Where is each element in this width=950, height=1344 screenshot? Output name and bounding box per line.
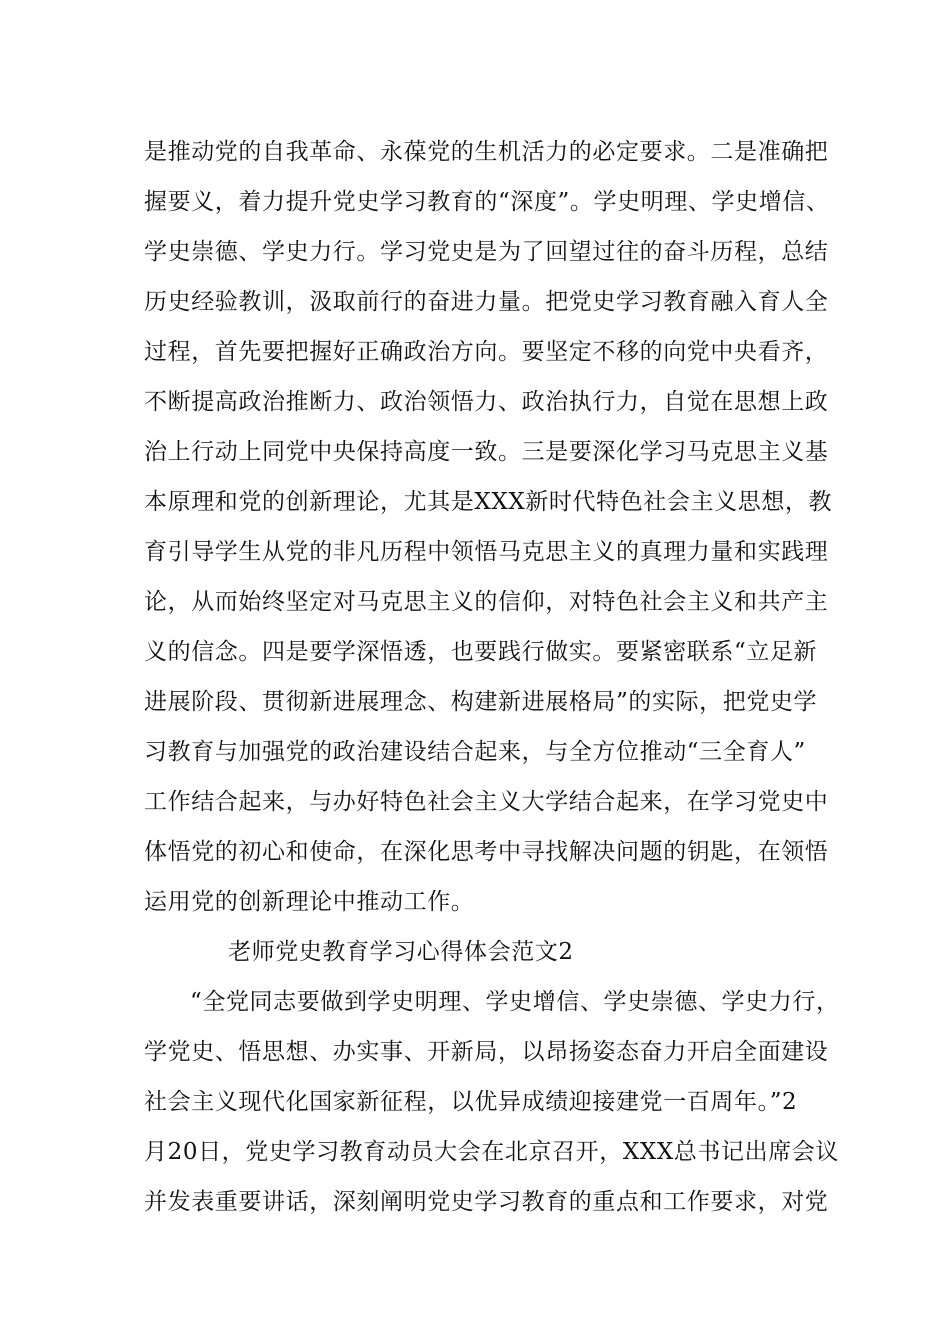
body-line: 本原理和党的创新理论，尤其是XXX新时代特色社会主义思想，教 [144, 489, 833, 515]
body-line: 体悟党的初心和使命，在深化思考中寻找解决问题的钥匙，在领悟 [144, 839, 829, 865]
body-line: 握要义，着力提升党史学习教育的“深度”。学史明理、学史增信、 [144, 189, 830, 215]
body-line: 月20日，党史学习教育动员大会在北京召开，XXX总书记出席会议 [144, 1139, 839, 1165]
body-line: 历史经验教训，汲取前行的奋进力量。把党史学习教育融入育人全 [144, 289, 829, 315]
body-line: 学史崇德、学史力行。学习党史是为了回望过往的奋斗历程，总结 [144, 239, 829, 265]
body-line: 进展阶段、贯彻新进展理念、构建新进展格局”的实际，把党史学 [144, 689, 818, 715]
body-line: 运用党的创新理论中推动工作。 [144, 889, 475, 915]
body-line: 社会主义现代化国家新征程，以优异成绩迎接建党一百周年。”2 [144, 1089, 798, 1115]
body-line: 过程，首先要把握好正确政治方向。要坚定不移的向党中央看齐， [144, 339, 829, 365]
body-line: 并发表重要讲话，深刻阐明党史学习教育的重点和工作要求，对党 [144, 1189, 829, 1215]
body-line: 是推动党的自我革命、永葆党的生机活力的必定要求。二是准确把 [144, 139, 829, 165]
body-line: “全党同志要做到学史明理、学史增信、学史崇德、学史力行， [190, 989, 840, 1015]
body-line: 治上行动上同党中央保持高度一致。三是要深化学习马克思主义基 [144, 439, 829, 465]
body-line: 论，从而始终坚定对马克思主义的信仰，对特色社会主义和共产主 [144, 589, 829, 615]
body-line: 不断提高政治推断力、政治领悟力、政治执行力，自觉在思想上政 [144, 389, 829, 415]
body-line: 学党史、悟思想、办实事、开新局，以昂扬姿态奋力开启全面建设 [144, 1039, 829, 1065]
body-line: 义的信念。四是要学深悟透，也要践行做实。要紧密联系“立足新 [144, 639, 818, 665]
body-line: 习教育与加强党的政治建设结合起来，与全方位推动“三全育人” [144, 739, 806, 765]
body-line: 育引导学生从党的非凡历程中领悟马克思主义的真理力量和实践理 [144, 539, 829, 565]
body-line: 工作结合起来，与办好特色社会主义大学结合起来，在学习党史中 [144, 789, 829, 815]
section-title: 老师党史教育学习心得体会范文2 [228, 939, 574, 965]
